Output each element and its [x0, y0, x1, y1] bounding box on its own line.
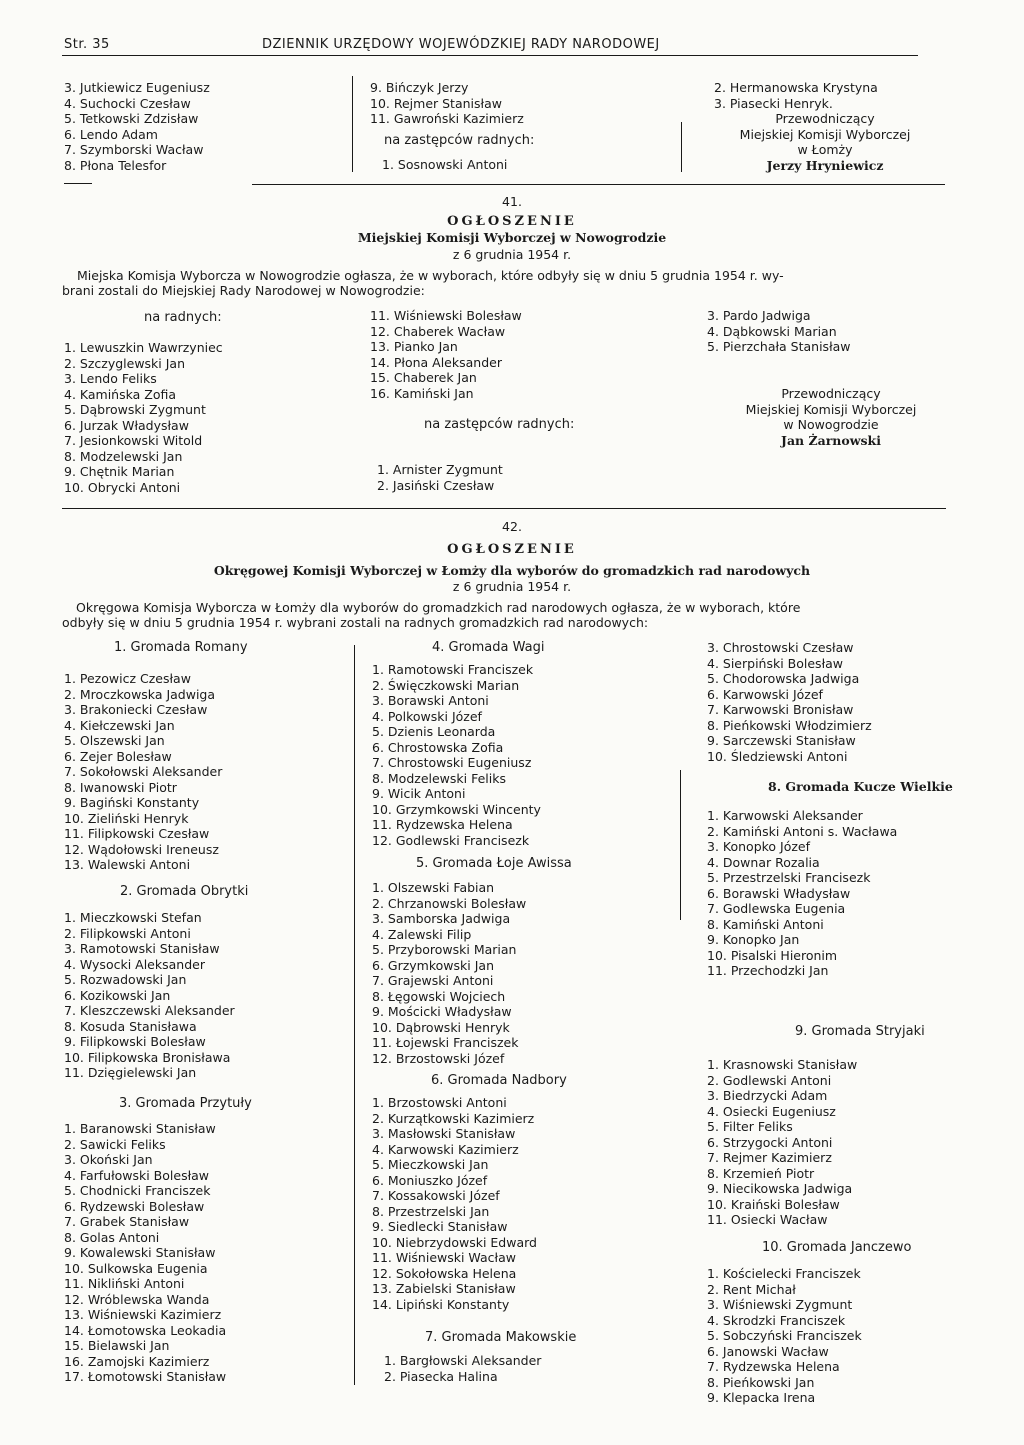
list-item: 7. Chrostowski Eugeniusz — [372, 755, 532, 770]
list-item: 4. Karwowski Kazimierz — [372, 1141, 519, 1157]
g5-list — [372, 880, 526, 1066]
list-item: 5. Rozwadowski Jan — [64, 972, 187, 987]
list-item: 10. Sulkowska Eugenia — [64, 1260, 208, 1276]
list-item: 13. Zabielski Stanisław — [372, 1281, 516, 1296]
list-item: 7. Szymborski Wacław — [64, 142, 204, 157]
list-item: 10. Kraiński Bolesław — [707, 1196, 840, 1212]
list-item: 6. Grzymkowski Jan — [372, 957, 494, 973]
chair-body: Miejskiej Komisji Wyborczej — [739, 126, 911, 142]
a41-col2 — [370, 308, 522, 401]
header-rule — [62, 55, 918, 56]
a41-radnych-heading: na radnych: — [144, 310, 222, 325]
a41-date: z 6 grudnia 1954 r. — [452, 247, 572, 262]
list-item: 4. Dąbkowski Marian — [707, 323, 837, 339]
list-item: 7. Godlewska Eugenia — [707, 901, 846, 916]
list-item: 7. Kleszczewski Aleksander — [64, 1003, 235, 1018]
list-item: 4. Kamińska Zofia — [64, 386, 177, 402]
top-chair-block — [690, 111, 960, 173]
list-item: 11. Wiśniewski Bolesław — [370, 308, 522, 323]
top-col2-subheading: na zastępców radnych: — [384, 133, 535, 148]
g10-list — [707, 1266, 862, 1406]
journal-title: DZIENNIK URZĘDOWY WOJEWÓDZKIEJ RADY NARODOWEJ — [262, 37, 660, 52]
list-item: 4. Skrodzki Franciszek — [707, 1312, 846, 1328]
list-item: 9. Mościcki Władysław — [372, 1004, 512, 1019]
list-item: 4. Wysocki Aleksander — [64, 956, 205, 972]
g4-list — [372, 662, 541, 848]
list-item: 3. Chrostowski Czesław — [707, 640, 854, 655]
a41-chair-block — [696, 386, 966, 448]
top-section-rule — [252, 184, 945, 185]
list-item: 10. Rejmer Stanisław — [370, 95, 502, 111]
top-col-divider-1 — [352, 76, 353, 172]
list-item: 2. Kamiński Antoni s. Wacława — [707, 823, 898, 839]
g3-heading: 3. Gromada Przytuły — [119, 1096, 252, 1111]
list-item: 8. Golas Antoni — [64, 1229, 160, 1245]
list-item: 10. Pisalski Hieronim — [707, 947, 838, 963]
list-item: 3. Pardo Jadwiga — [707, 308, 811, 323]
list-item: 11. Filipkowski Czesław — [64, 826, 210, 841]
a41-col2-deputies — [377, 462, 503, 493]
top-col2 — [370, 80, 524, 127]
g1-heading: 1. Gromada Romany — [114, 640, 248, 655]
list-item: 1. Mieczkowski Stefan — [64, 910, 202, 925]
list-item: 8. Krzemień Piotr — [707, 1165, 815, 1181]
chair-place: w Łomży — [797, 142, 853, 157]
list-item: 2. Rent Michał — [707, 1281, 796, 1297]
chair-place: w Nowogrodzie — [783, 417, 879, 432]
list-item: 5. Pierzchała Stanisław — [707, 339, 851, 354]
a41-col1 — [64, 340, 223, 495]
list-item: 6. Janowski Wacław — [707, 1343, 829, 1359]
list-item: 7. Grabek Stanisław — [64, 1214, 190, 1229]
a42-intro-line2: odbyły się w dniu 5 grudnia 1954 r. wybrani zostali na radnych gromadzkich rad narodowych: — [62, 615, 649, 630]
list-item: 16. Zamojski Kazimierz — [64, 1353, 210, 1369]
list-item: 11. Przechodzki Jan — [707, 963, 829, 978]
list-item: 8. Modzelewski Feliks — [372, 770, 506, 786]
list-item: 3. Brakoniecki Czesław — [64, 702, 208, 717]
list-item: 6. Lendo Adam — [64, 126, 158, 142]
list-item: 8. Kamiński Antoni — [707, 916, 824, 932]
list-item: 2. Godlewski Antoni — [707, 1072, 832, 1088]
list-item: 5. Sobczyński Franciszek — [707, 1328, 862, 1343]
list-item: 3. Masłowski Stanisław — [372, 1126, 516, 1141]
a41-subtitle: Miejskiej Komisji Wyborczej w Nowogrodzie — [357, 230, 667, 245]
list-item: 2. Chrzanowski Bolesław — [372, 895, 527, 911]
list-item: 8. Łęgowski Wojciech — [372, 988, 506, 1004]
list-item: 10. Obrycki Antoni — [64, 479, 181, 495]
g6-list — [372, 1095, 537, 1312]
chair-body: Miejskiej Komisji Wyborczej — [745, 401, 917, 417]
list-item: 3. Wiśniewski Zygmunt — [707, 1297, 853, 1312]
g2-heading: 2. Gromada Obrytki — [120, 884, 249, 899]
list-item: 9. Klepacka Irena — [707, 1390, 816, 1405]
list-item: 10. Niebrzydowski Edward — [372, 1234, 537, 1250]
list-item: 1. Lewuszkin Wawrzyniec — [64, 340, 223, 355]
list-item: 7. Rejmer Kazimierz — [707, 1150, 832, 1165]
a42-intro — [62, 600, 801, 630]
list-item: 5. Przestrzelski Francisezk — [707, 870, 871, 885]
list-item: 5. Chodnicki Franciszek — [64, 1183, 211, 1198]
list-item: 9. Kowalewski Stanisław — [64, 1245, 216, 1260]
a41-intro-line1: Miejska Komisja Wyborcza w Nowogrodzie ogłasza, że w wyborach, które odbyły się w dniu 5 grudnia 1954 r. wy- — [77, 268, 784, 283]
list-item: 5. Olszewski Jan — [64, 733, 165, 748]
chair-title: Przewodniczący — [781, 386, 881, 401]
list-item: 8. Pieńkowski Włodzimierz — [707, 717, 872, 733]
a42-subtitle: Okręgowej Komisji Wyborczej w Łomży dla wyborów do gromadzkich rad narodowych — [213, 563, 811, 578]
list-item: 6. Karwowski Józef — [707, 686, 823, 702]
list-item: 12. Wądołowski Ireneusz — [64, 841, 219, 857]
list-item: 14. Lipiński Konstanty — [372, 1296, 510, 1312]
a41-number: 41. — [502, 194, 522, 209]
a41-intro — [62, 268, 784, 298]
top-short-rule — [64, 183, 92, 184]
list-item: 8. Modzelewski Jan — [64, 448, 183, 464]
list-item: 11. Rydzewska Helena — [372, 817, 513, 832]
list-item: 4. Osiecki Eugeniusz — [707, 1103, 836, 1119]
list-item: 11. Wiśniewski Wacław — [372, 1250, 516, 1265]
list-item: 9. Filipkowski Bolesław — [64, 1034, 206, 1049]
chair-name: Jan Żarnowski — [781, 432, 881, 448]
list-item: 4. Zalewski Filip — [372, 926, 472, 942]
list-item: 12. Brzostowski Józef — [372, 1050, 505, 1066]
list-item: 2. Jasiński Czesław — [377, 477, 495, 493]
list-item: 6. Chrostowska Zofia — [372, 739, 504, 755]
list-item: 3. Samborska Jadwiga — [372, 911, 511, 926]
g8-list — [707, 808, 897, 979]
list-item: 2. Hermanowska Krystyna — [714, 80, 878, 95]
g7-heading: 7. Gromada Makowskie — [425, 1330, 577, 1345]
list-item: 7. Grajewski Antoni — [372, 973, 494, 988]
list-item: 2. Mroczkowska Jadwiga — [64, 686, 216, 702]
list-item: 3. Konopko Józef — [707, 839, 811, 854]
list-item: 13. Walewski Antoni — [64, 857, 191, 872]
g9-list — [707, 1057, 857, 1228]
list-item: 15. Chaberek Jan — [370, 370, 477, 385]
list-item: 3. Ramotowski Stanisław — [64, 941, 220, 956]
list-item: 7. Jesionkowski Witold — [64, 433, 203, 448]
page-number: Str. 35 — [64, 37, 110, 52]
list-item: 2. Kurzątkowski Kazimierz — [372, 1110, 535, 1126]
list-item: 5. Przyborowski Marian — [372, 942, 517, 957]
list-item: 10. Filipkowska Bronisława — [64, 1049, 231, 1065]
list-item: 8. Pieńkowski Jan — [707, 1374, 815, 1390]
g7-continued-list — [707, 640, 872, 764]
list-item: 9. Wicik Antoni — [372, 786, 466, 801]
list-item: 7. Rydzewska Helena — [707, 1359, 840, 1374]
g3-list — [64, 1121, 226, 1385]
a42-intro-line1: Okręgowa Komisja Wyborcza w Łomży dla wyborów do gromadzkich rad narodowych ogłasza, że w wyborach, które — [76, 600, 801, 615]
g9-heading: 9. Gromada Stryjaki — [795, 1024, 925, 1039]
list-item: 1. Brzostowski Antoni — [372, 1095, 507, 1110]
list-item: 2. Szczyglewski Jan — [64, 355, 186, 371]
g5-heading: 5. Gromada Łoje Awissa — [416, 856, 572, 871]
a41-intro-line2: brani zostali do Miejskiej Rady Narodowej w Nowogrodzie: — [62, 283, 425, 298]
list-item: 12. Sokołowska Helena — [372, 1265, 517, 1281]
list-item: 11. Nikliński Antoni — [64, 1276, 185, 1291]
a41-title: OGŁOSZENIE — [447, 214, 577, 229]
list-item: 13. Pianko Jan — [370, 339, 458, 354]
list-item: 5. Mieczkowski Jan — [372, 1157, 489, 1172]
list-item: 1. Krasnowski Stanisław — [707, 1057, 858, 1072]
list-item: 12. Godlewski Francisezk — [372, 832, 530, 848]
list-item: 4. Sierpiński Bolesław — [707, 655, 843, 671]
list-item: 10. Dąbrowski Henryk — [372, 1019, 510, 1035]
g4-heading: 4. Gromada Wagi — [432, 640, 545, 655]
list-item: 1. Arnister Zygmunt — [377, 462, 503, 477]
list-item: 4. Polkowski Józef — [372, 708, 482, 724]
a42-date: z 6 grudnia 1954 r. — [452, 579, 572, 594]
a42-col-divider-2 — [680, 770, 681, 920]
a41-col3 — [707, 308, 851, 355]
list-item: 5. Chodorowska Jadwiga — [707, 671, 860, 686]
list-item: 1. Baranowski Stanisław — [64, 1121, 216, 1136]
list-item: 7. Sokołowski Aleksander — [64, 764, 223, 779]
list-item: 11. Gawroński Kazimierz — [370, 111, 524, 126]
list-item: 11. Osiecki Wacław — [707, 1212, 828, 1227]
list-item: 4. Farfułowski Bolesław — [64, 1167, 210, 1183]
a42-col-divider-1 — [354, 645, 355, 1385]
list-item: 12. Wróblewska Wanda — [64, 1291, 210, 1307]
list-item: 1. Ramotowski Franciszek — [372, 662, 534, 677]
list-item: 1. Kościelecki Franciszek — [707, 1266, 861, 1281]
g7-list — [384, 1353, 541, 1384]
list-item: 6. Zejer Bolesław — [64, 748, 172, 764]
list-item: 5. Filter Feliks — [707, 1119, 793, 1134]
g1-list — [64, 671, 222, 873]
list-item: 3. Piasecki Henryk. — [714, 95, 833, 111]
list-item: 2. Filipkowski Antoni — [64, 925, 191, 941]
list-item: 8. Płona Telesfor — [64, 157, 167, 173]
list-item: 8. Iwanowski Piotr — [64, 779, 177, 795]
list-item: 11. Łojewski Franciszek — [372, 1035, 519, 1050]
list-item: 9. Konopko Jan — [707, 932, 800, 947]
list-item: 1. Karwowski Aleksander — [707, 808, 863, 823]
list-item: 14. Łomotowska Leokadia — [64, 1322, 227, 1338]
list-item: 2. Piasecka Halina — [384, 1368, 498, 1384]
list-item: 9. Bagiński Konstanty — [64, 795, 200, 810]
list-item: 3. Lendo Feliks — [64, 371, 157, 386]
list-item: 3. Borawski Antoni — [372, 693, 489, 708]
list-item: 9. Bińczyk Jerzy — [370, 80, 469, 95]
list-item: 6. Moniuszko Józef — [372, 1172, 488, 1188]
a41-col2-subheading: na zastępców radnych: — [424, 417, 575, 432]
list-item: 9. Sarczewski Stanisław — [707, 733, 856, 748]
g8-heading: 8. Gromada Kucze Wielkie — [768, 779, 953, 794]
list-item: 10. Śledziewski Antoni — [707, 748, 848, 764]
list-item: 13. Wiśniewski Kazimierz — [64, 1307, 222, 1322]
chair-name: Jerzy Hryniewicz — [766, 157, 884, 173]
list-item: 16. Kamiński Jan — [370, 385, 474, 401]
top-col3 — [714, 80, 878, 111]
g2-list — [64, 910, 235, 1081]
list-item: 3. Jutkiewicz Eugeniusz — [64, 80, 210, 95]
top-col-divider-2 — [681, 122, 682, 172]
list-item: 3. Okoński Jan — [64, 1152, 153, 1167]
list-item: 6. Borawski Władysław — [707, 885, 851, 901]
list-item: 10. Grzymkowski Wincenty — [372, 801, 541, 817]
list-item: 7. Kossakowski Józef — [372, 1188, 500, 1203]
list-item: 14. Płona Aleksander — [370, 354, 502, 370]
list-item: 9. Chętnik Marian — [64, 464, 175, 479]
list-item: 1. Pezowicz Czesław — [64, 671, 191, 686]
list-item: 9. Niecikowska Jadwiga — [707, 1181, 853, 1196]
list-item: 12. Chaberek Wacław — [370, 323, 506, 339]
list-item: 4. Kiełczewski Jan — [64, 717, 175, 733]
top-col1 — [64, 80, 210, 173]
chair-title: Przewodniczący — [775, 111, 875, 126]
list-item: 11. Dzięgielewski Jan — [64, 1065, 197, 1080]
list-item: 5. Dzienis Leonarda — [372, 724, 496, 739]
list-item: 2. Sawicki Feliks — [64, 1136, 166, 1152]
list-item: 10. Zieliński Henryk — [64, 810, 189, 826]
list-item: 8. Kosuda Stanisława — [64, 1018, 197, 1034]
list-item: 6. Kozikowski Jan — [64, 987, 171, 1003]
list-item: 17. Łomotowski Stanisław — [64, 1369, 227, 1384]
list-item: 7. Karwowski Bronisław — [707, 702, 854, 717]
top-col2-deputy: 1. Sosnowski Antoni — [382, 157, 508, 172]
a42-number: 42. — [502, 519, 522, 534]
list-item: 6. Jurzak Władysław — [64, 417, 189, 433]
list-item: 4. Downar Rozalia — [707, 854, 820, 870]
list-item: 6. Rydzewski Bolesław — [64, 1198, 205, 1214]
list-item: 4. Suchocki Czesław — [64, 95, 191, 111]
g10-heading: 10. Gromada Janczewo — [762, 1240, 912, 1255]
list-item: 3. Biedrzycki Adam — [707, 1088, 828, 1103]
list-item: 1. Bargłowski Aleksander — [384, 1353, 542, 1368]
list-item: 5. Dąbrowski Zygmunt — [64, 402, 206, 417]
g6-heading: 6. Gromada Nadbory — [431, 1073, 567, 1088]
list-item: 9. Siedlecki Stanisław — [372, 1219, 508, 1234]
list-item: 2. Święczkowski Marian — [372, 677, 520, 693]
list-item: 1. Olszewski Fabian — [372, 880, 495, 895]
list-item: 8. Przestrzelski Jan — [372, 1203, 490, 1219]
a42-title: OGŁOSZENIE — [447, 542, 577, 557]
a41-section-rule — [62, 508, 946, 509]
list-item: 5. Tetkowski Zdzisław — [64, 111, 199, 126]
list-item: 6. Strzygocki Antoni — [707, 1134, 833, 1150]
list-item: 15. Bielawski Jan — [64, 1338, 170, 1353]
